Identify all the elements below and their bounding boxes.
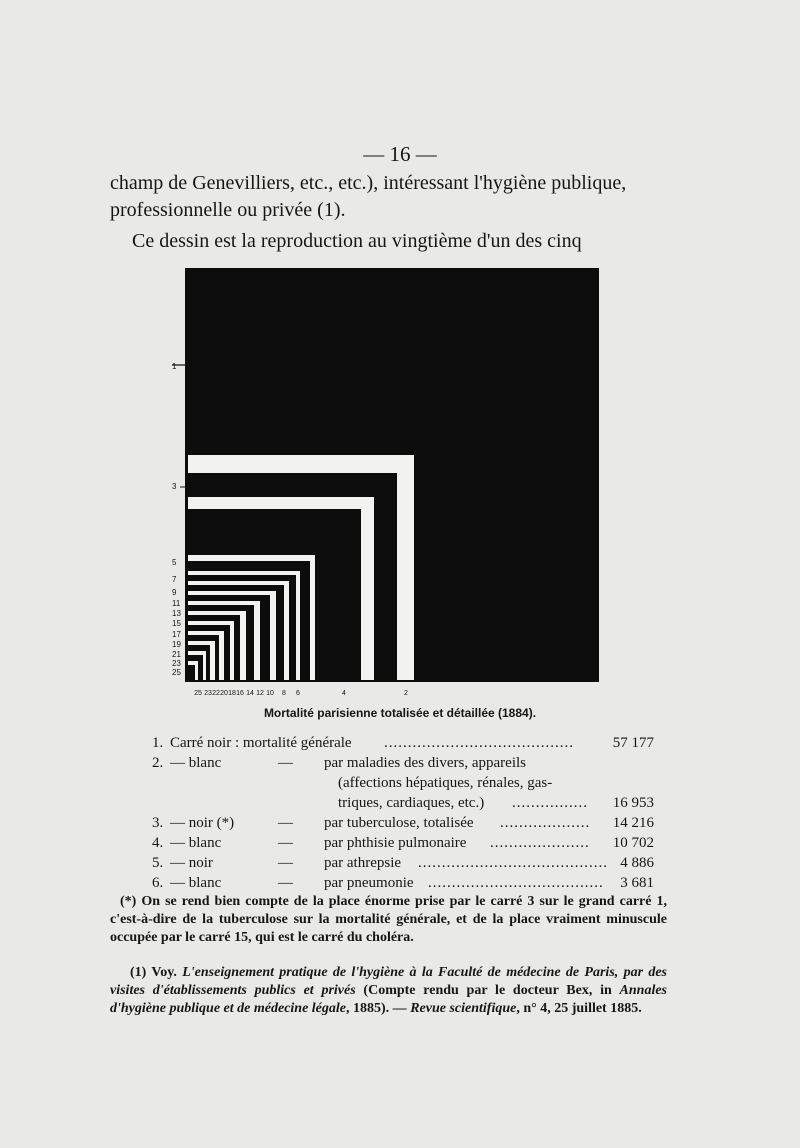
left-axis-label: 17 [172,630,181,639]
footnote-title-3: Revue scientifique [410,1001,517,1016]
page-number: — 16 — [363,142,437,166]
left-axis-label: 25 [172,668,181,677]
footnote-title-2: Annales d'hygiène publique et de médecine légale [110,983,667,1016]
left-axis-label: 11 [172,599,181,608]
bottom-axis-label: 18 [228,690,236,697]
bottom-axis-label: 10 [266,690,274,697]
legend-row-3 [148,815,658,835]
legend-value: 3 681 [620,875,654,891]
left-axis-label: 19 [172,640,181,649]
left-axis-label: 5 [172,558,177,567]
legend-dash: — [278,815,293,831]
bottom-axis-label: 2 [404,690,408,697]
legend-cause: par phthisie pulmonaire [324,835,467,851]
legend-row-4 [148,835,658,855]
legend-cause: par tuberculose, totalisée [324,815,474,831]
footnote [110,964,667,1018]
legend-row-5 [148,855,658,875]
left-axis-label: 21 [172,650,181,659]
figure-caption: Mortalité parisienne totalisée et détaillée (1884). [263,706,537,720]
legend-value: 10 702 [612,835,654,851]
bottom-axis-labels [194,690,408,697]
bottom-axis-label: 20 [220,690,228,697]
square-25-black [188,665,195,681]
legend-row-2-cont2 [148,795,658,815]
footnote-mid: (Compte rendu par le docteur Bex, in [355,983,620,998]
left-axis-labels [172,362,181,677]
left-axis-label: 7 [172,575,177,584]
legend-cause-continued: triques, cardiaques, etc.) [338,795,485,811]
body-text-line-3: Ce dessin est la reproduction au vingtième d'un des cinq [132,230,582,252]
body-text-line-2: professionnelle ou privée (1). [110,199,346,221]
left-axis-label: 23 [172,659,181,668]
legend-value: 16 953 [612,795,654,811]
legend-dash: — [278,755,293,771]
footnote-tail: , n° 4, 25 juillet 1885. [516,1001,642,1016]
left-axis-label: 13 [172,609,181,618]
asterisk-note: (*) On se rend bien compte de la place énorme prise par le carré 3 sur le grand carré 1, c'est-à-dire de la tuberculose sur la mortalité générale, et de la place vraiment minuscule occupée par le carré 15, qui est le carré du choléra. [110,894,667,945]
footnote-lead: (1) Voy. [130,965,183,980]
legend-cause: par maladies des divers, appareils [324,755,527,771]
legend-cause-continued: (affections hépatiques, rénales, gas- [338,775,553,791]
bottom-axis-label: 16 [236,690,244,697]
left-axis-label: 3 [172,482,177,491]
legend-dash: — [278,855,293,871]
bottom-axis-label: 6 [296,690,300,697]
legend-num: 1. [152,735,164,751]
left-axis-label: 15 [172,619,181,628]
legend-value: 57 177 [612,735,654,751]
legend-row-2-cont1 [148,775,658,795]
dot-leader: ................... [500,815,591,831]
legend-dash: — [278,835,293,851]
left-axis-label: 1 [172,362,177,371]
dot-leader: ................ [512,795,588,811]
legend-num: 6. [152,875,164,891]
legend-row-1 [148,735,658,755]
bottom-axis-label: 4 [342,690,346,697]
legend-label: Carré noir : mortalité générale [170,735,352,751]
bottom-axis-label: 8 [282,690,286,697]
legend-num: 2. [152,755,164,771]
body-text-line-1: champ de Genevilliers, etc., etc.), intéressant l'hygiène publique, [110,172,627,194]
bottom-axis-label: 12 [256,690,264,697]
legend-num: 4. [152,835,164,851]
legend-label: — blanc [170,755,222,771]
bottom-axis-label: 23 [204,690,212,697]
bottom-axis-label: 25 [194,690,202,697]
bottom-axis-label: 22 [212,690,220,697]
legend-value: 4 886 [620,855,654,871]
dot-leader: ........................................ [384,735,574,751]
legend-value: 14 216 [612,815,654,831]
legend-num: 5. [152,855,164,871]
footnote-mid-2: , 1885). — [346,1001,411,1016]
legend-cause: par athrepsie [324,855,402,871]
dot-leader: ........................................ [418,855,608,871]
footnote-title-1: L'enseignement pratique de l'hygiène à la Faculté de médecine de Paris, par des visites d'établissements publics et privés [110,965,667,998]
legend-num: 3. [152,815,164,831]
dot-leader: ..................... [490,835,590,851]
legend-dash: — [278,875,293,891]
legend-label: — blanc [170,835,222,851]
legend-row-2 [148,755,658,775]
legend-label: — blanc [170,875,222,891]
legend-row-6 [148,875,658,895]
legend-label: — noir [170,855,213,871]
dot-leader: ..................................... [428,875,604,891]
legend-cause: par pneumonie [324,875,414,891]
nested-squares-figure [168,265,608,705]
left-axis-label: 9 [172,588,177,597]
legend-label: — noir (*) [170,815,235,831]
bottom-axis-label: 14 [246,690,254,697]
